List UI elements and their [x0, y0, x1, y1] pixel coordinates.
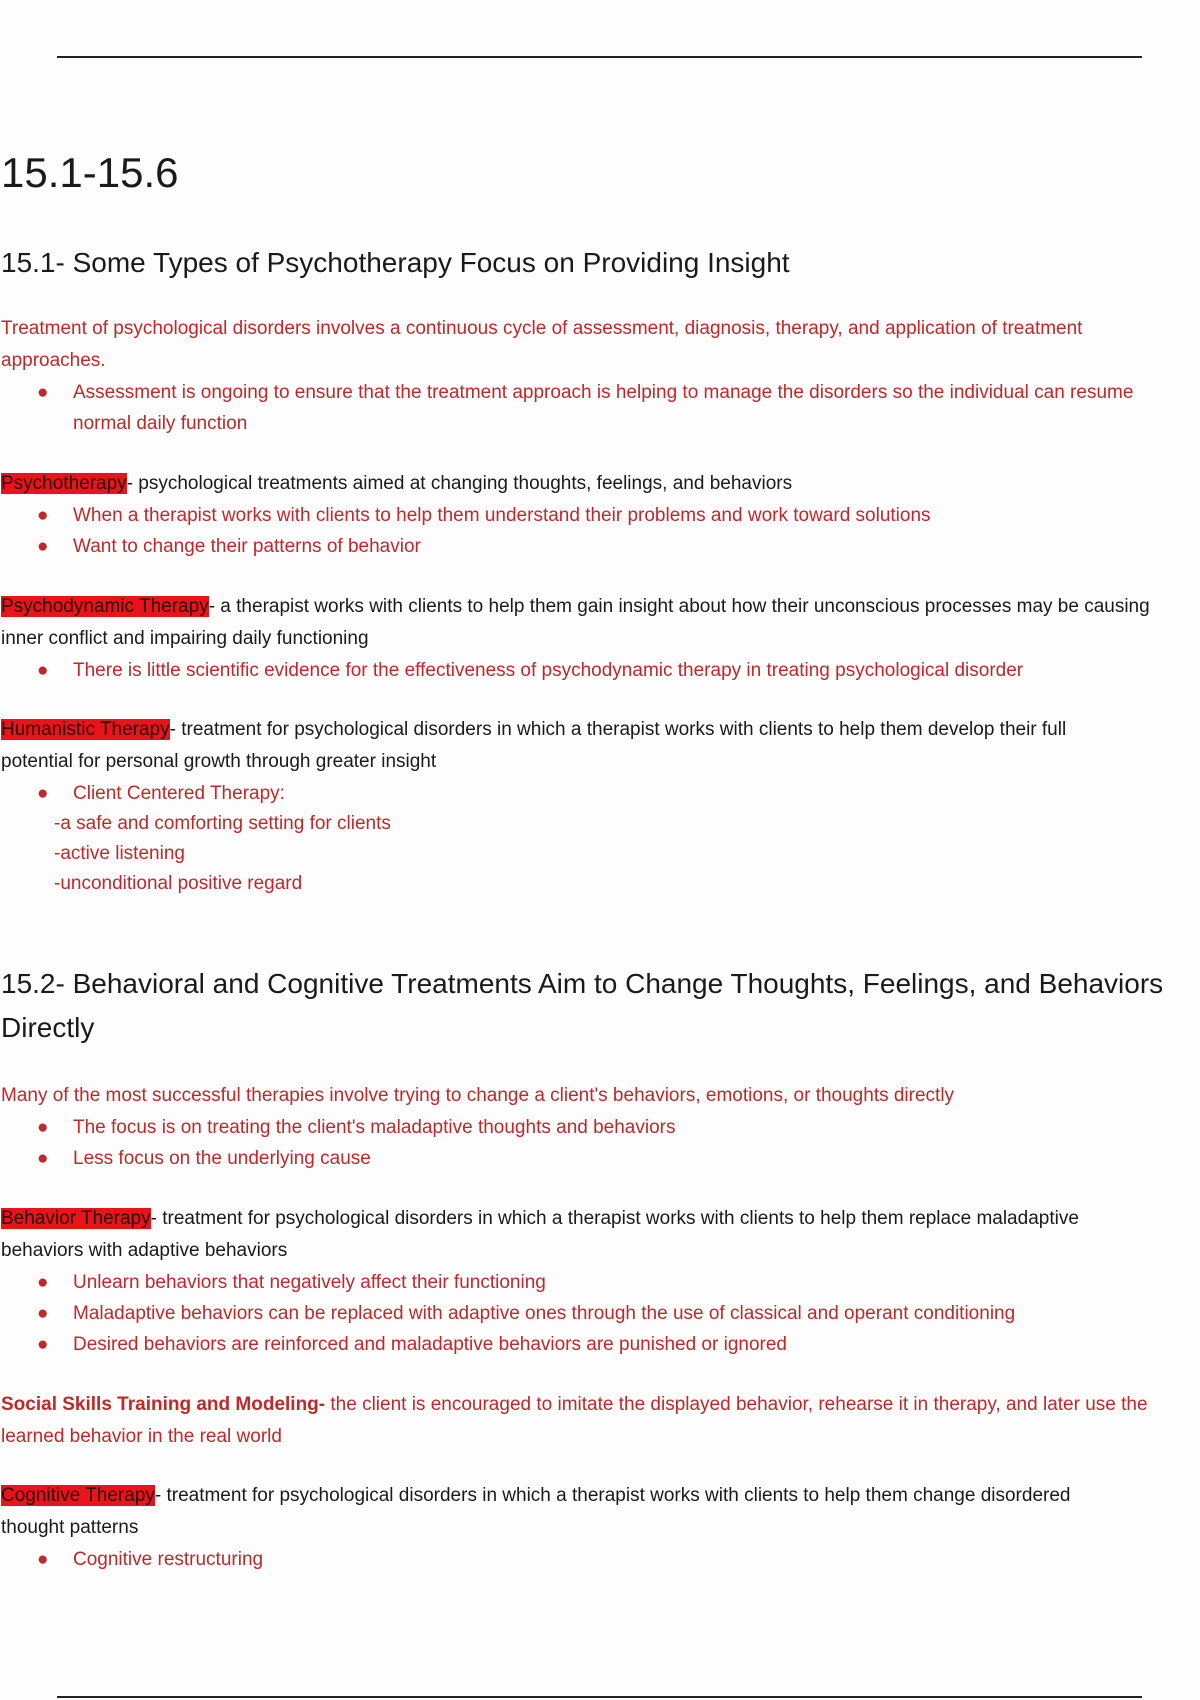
list-item: ● Client Centered Therapy:: [1, 778, 1066, 809]
definition-behavior-therapy: [1, 1203, 1079, 1360]
list-item: ● The focus is on treating the client's maladaptive thoughts and behaviors: [1, 1112, 954, 1143]
bullet-icon: ●: [37, 1549, 49, 1570]
definition-text: learned behavior in the real world: [1, 1426, 282, 1447]
definition-text: - treatment for psychological disorders in which a therapist works with clients to help them replace maladaptive: [150, 1208, 1079, 1229]
definition-text: - a therapist works with clients to help them gain insight about how their unconscious processes may be causing: [208, 596, 1150, 617]
sub-item: -unconditional positive regard: [54, 873, 303, 894]
footer-rule: [57, 1696, 1142, 1698]
bullet-icon: ●: [37, 783, 49, 804]
list-item: ● Cognitive restructuring: [1, 1544, 1070, 1575]
term-highlight: Psychodynamic Therapy: [1, 596, 209, 617]
definition-text: - treatment for psychological disorders in which a therapist works with clients to help them change disordered: [154, 1485, 1071, 1506]
bullet-icon: ●: [37, 1334, 49, 1355]
definition-text: inner conflict and impairing daily functioning: [1, 628, 369, 649]
page-title: 15.1-15.6: [1, 149, 179, 196]
term-highlight: Behavior Therapy: [1, 1208, 151, 1229]
definition-social-skills: [1, 1389, 1148, 1453]
definition-text: the client is encouraged to imitate the displayed behavior, rehearse it in therapy, and later use the: [325, 1394, 1148, 1415]
bullet-icon: ●: [37, 1148, 49, 1169]
definition-humanistic: [1, 714, 1066, 899]
list-item: ● Unlearn behaviors that negatively affect their functioning: [1, 1267, 1079, 1298]
intro-paragraph-2: [1, 1080, 954, 1174]
bullet-icon: ●: [37, 1117, 49, 1138]
list-item: ● Less focus on the underlying cause: [1, 1143, 954, 1174]
term-highlight: Cognitive Therapy: [1, 1485, 155, 1506]
term-highlight: Humanistic Therapy: [1, 719, 170, 740]
sub-item: -active listening: [54, 843, 185, 864]
term-highlight: Psychotherapy: [1, 473, 127, 494]
section-heading-15-2: 15.2- Behavioral and Cognitive Treatments Aim to Change Thoughts, Feelings, and Behaviors Directly: [1, 968, 1164, 1043]
sub-item: -a safe and comforting setting for clients: [54, 813, 391, 834]
bullet-icon: ●: [37, 1303, 49, 1324]
bullet-icon: ●: [37, 536, 49, 557]
term-bold: Social Skills Training and Modeling-: [1, 1394, 326, 1415]
definition-psychodynamic: [1, 591, 1150, 686]
definition-text: behaviors with adaptive behaviors: [1, 1240, 288, 1261]
paragraph-line: Many of the most successful therapies involve trying to change a client's behaviors, emotions, or thoughts directly: [1, 1085, 955, 1106]
bullet-icon: ●: [37, 1272, 49, 1293]
bullet-icon: ●: [37, 505, 49, 526]
section-heading-15-1: 15.1- Some Types of Psychotherapy Focus on Providing Insight: [1, 247, 790, 278]
list-item: ● When a therapist works with clients to help them understand their problems and work toward solutions: [1, 500, 931, 531]
bullet-icon: ●: [37, 660, 49, 681]
paragraph-line: approaches.: [1, 350, 106, 371]
list-item: ● Desired behaviors are reinforced and maladaptive behaviors are punished or ignored: [1, 1329, 1079, 1360]
definition-text: - treatment for psychological disorders in which a therapist works with clients to help them develop their full: [169, 719, 1067, 740]
definition-cognitive-therapy: [1, 1480, 1070, 1575]
list-item: ● Assessment is ongoing to ensure that the treatment approach is helping to manage the disorders so the individual can resume normal daily function: [1, 377, 1133, 439]
bullet-icon: ●: [37, 382, 49, 403]
list-item: ● Want to change their patterns of behavior: [1, 531, 931, 562]
list-item: ● There is little scientific evidence for the effectiveness of psychodynamic therapy in treating psychological disorder: [1, 655, 1150, 686]
definition-text: potential for personal growth through greater insight: [1, 751, 437, 772]
paragraph-line: Treatment of psychological disorders involves a continuous cycle of assessment, diagnosis, therapy, and application of treatment: [1, 318, 1083, 339]
definition-text: - psychological treatments aimed at changing thoughts, feelings, and behaviors: [126, 473, 793, 494]
definition-psychotherapy: [1, 468, 931, 562]
intro-paragraph: [1, 313, 1133, 439]
list-item: ● Maladaptive behaviors can be replaced with adaptive ones through the use of classical and operant conditioning: [1, 1298, 1079, 1329]
definition-text: thought patterns: [1, 1517, 139, 1538]
